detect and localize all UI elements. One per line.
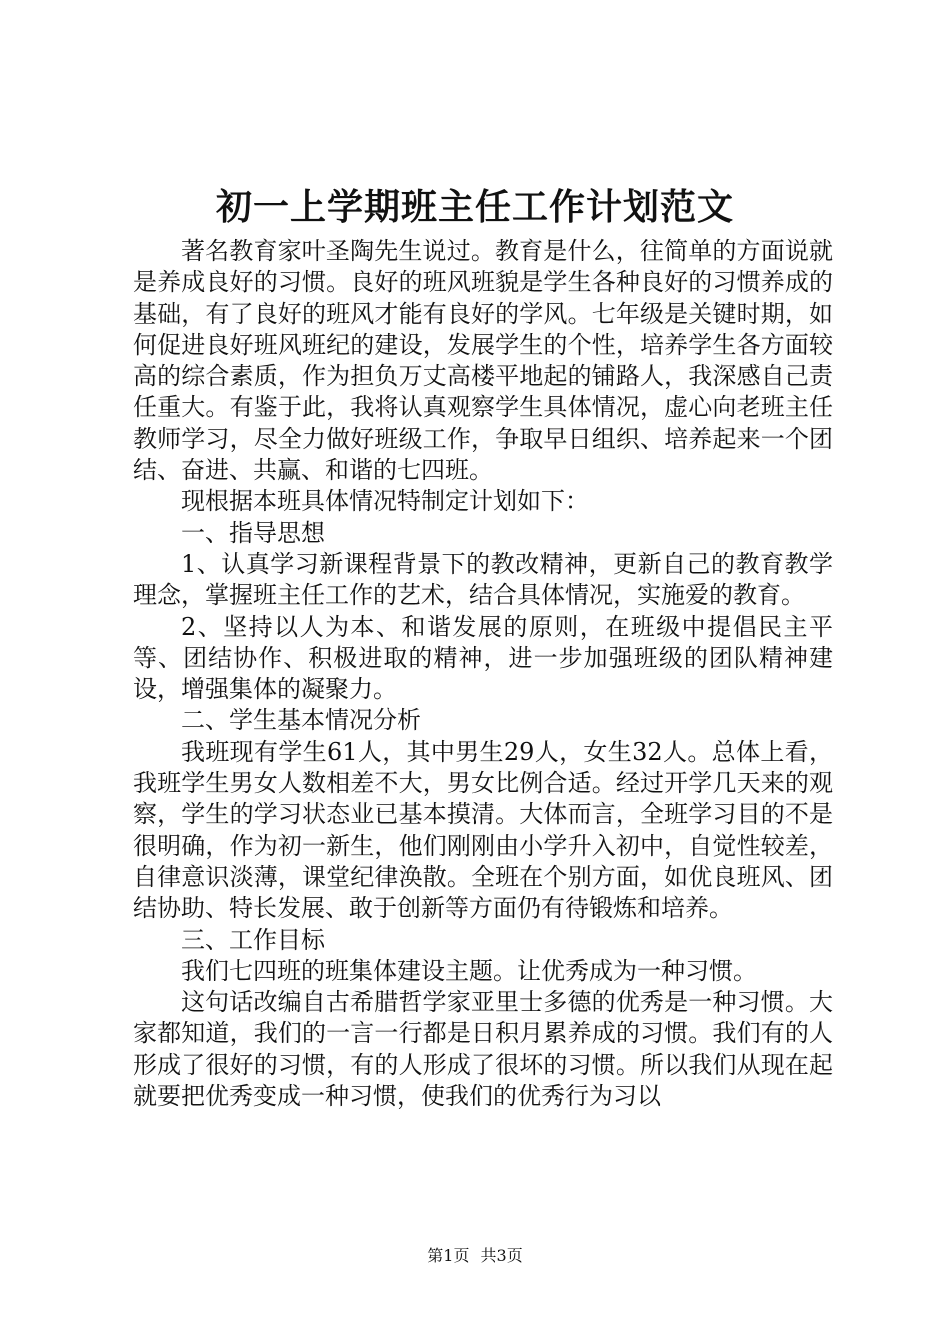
document-title: 初一上学期班主任工作计划范文	[215, 186, 734, 228]
paragraph-guiding-1: 1、认真学习新课程背景下的教改精神，更新自己的教育教学理念，掌握班主任工作的艺术，结合具体情况，实施爱的教育。	[133, 549, 833, 610]
section-heading-work-goals: 三、工作目标	[181, 925, 325, 954]
section-heading-guiding-thought: 一、指导思想	[181, 518, 325, 547]
paragraph-guiding-2: 2、坚持以人为本、和谐发展的原则，在班级中提倡民主平等、团结协作、积极进取的精神，进一步加强班级的团队精神建设，增强集体的凝聚力。	[133, 612, 833, 704]
paragraph-intro: 著名教育家叶圣陶先生说过。教育是什么，往简单的方面说就是养成良好的习惯。良好的班风班貌是学生各种良好的习惯养成的基础，有了良好的班风才能有良好的学风。七年级是关键时期，如何促进良好班风班纪的建设，发展学生的个性，培养学生各方面较高的综合素质，作为担负万丈高楼平地起的铺路人，我深感自己责任重大。有鉴于此，我将认真观察学生具体情况，虚心向老班主任教师学习，尽全力做好班级工作，争取早日组织、培养起来一个团结、奋进、共赢、和谐的七四班。	[133, 237, 833, 485]
paragraph-theme-explanation: 这句话改编自古希腊哲学家亚里士多德的优秀是一种习惯。大家都知道，我们的一言一行都是日积月累养成的习惯。我们有的人形成了很好的习惯，有的人形成了很坏的习惯。所以我们从现在起就要把优秀变成一种习惯，使我们的优秀行为习以	[133, 988, 833, 1111]
paragraph-student-analysis: 我班现有学生61人，其中男生29人，女生32人。总体上看，我班学生男女人数相差不大，男女比例合适。经过开学几天来的观察，学生的学习状态业已基本摸清。大体而言，全班学习目的不是很明确，作为初一新生，他们刚刚由小学升入初中，自觉性较差，自律意识淡薄，课堂纪律涣散。全班在个别方面，如优良班风、团结协助、特长发展、敢于创新等方面仍有待锻炼和培养。	[133, 737, 833, 923]
paragraph-plan-intro: 现根据本班具体情况特制定计划如下：	[181, 487, 589, 516]
paragraph-class-theme: 我们七四班的班集体建设主题。让优秀成为一种习惯。	[181, 956, 757, 985]
page-footer: 第1页 共3页	[427, 1246, 523, 1265]
document-body	[133, 236, 833, 1112]
section-heading-student-analysis: 二、学生基本情况分析	[181, 706, 421, 735]
